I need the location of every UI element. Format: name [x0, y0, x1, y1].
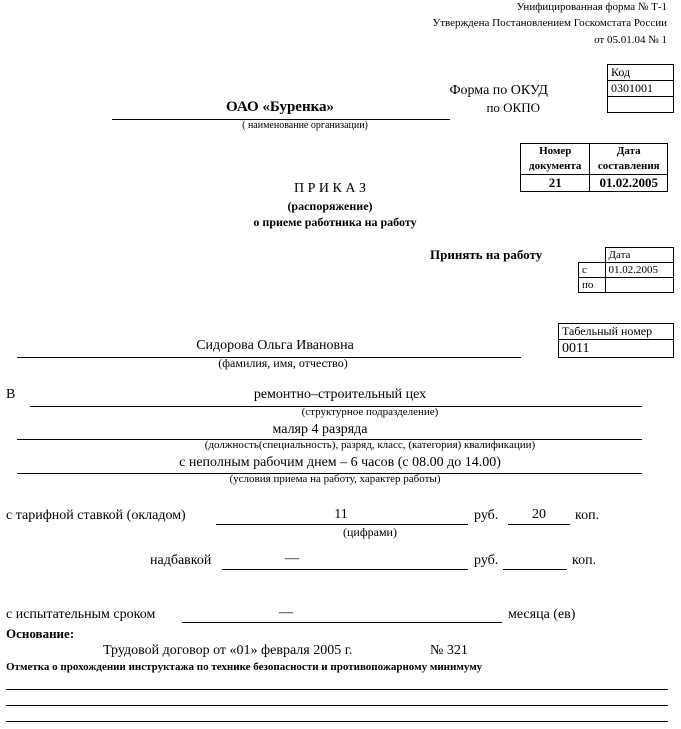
bonus-kop-label: коп.	[572, 553, 597, 568]
document-number: 21	[521, 175, 590, 192]
instruction-label: Отметка о прохождении инструктажа по технике безопасности и противопожарному минимуму	[6, 661, 483, 673]
hire-from-label: с	[579, 263, 606, 278]
bonus-kop-line	[503, 569, 567, 570]
number-header: Номер документа	[521, 144, 590, 175]
organization-caption: ( наименование организации)	[242, 120, 368, 131]
conditions-caption: (условия приема на работу, характер работы)	[229, 473, 441, 485]
organization-name: ОАО «Буренка»	[225, 99, 335, 115]
okpo-value	[608, 97, 674, 113]
probation-line	[182, 622, 502, 623]
probation-unit: месяца (ев)	[508, 607, 576, 622]
salary-kop-value: 20	[532, 507, 546, 522]
code-header: Код	[608, 65, 674, 81]
employee-caption: (фамилия, имя, отчество)	[218, 356, 348, 370]
order-subject: о приеме работника на работу	[253, 215, 417, 229]
basis-label: Основание:	[6, 626, 75, 641]
hire-from-date: 01.02.2005	[605, 263, 674, 278]
form-name: Унифицированная форма № Т-1	[516, 1, 667, 13]
probation-label: с испытательным сроком	[6, 607, 156, 622]
date-header: Дата составления	[590, 144, 668, 175]
okud-value: 0301001	[608, 81, 674, 97]
okpo-label: по ОКПО	[486, 100, 540, 115]
okud-label: Форма по ОКУД	[449, 83, 548, 98]
codes-table	[607, 64, 674, 113]
salary-kop-label: коп.	[575, 508, 600, 523]
salary-kop-line	[508, 524, 570, 525]
department-caption: (структурное подразделение)	[301, 406, 439, 418]
department-value: ремонтно–строительный цех	[253, 387, 427, 402]
salary-caption: (цифрами)	[343, 525, 397, 539]
position-caption: (должность(специальность), разряд, класс, (категория) квалификации)	[204, 439, 536, 451]
bonus-rub-line	[222, 569, 468, 570]
hire-to-label: по	[579, 278, 606, 293]
instruction-line-3	[6, 721, 668, 722]
hire-dates-table	[578, 247, 674, 293]
approved-by: Утверждена Постановлением Госкомстата России	[432, 17, 667, 29]
bonus-rub-label: руб.	[474, 553, 499, 568]
approved-date: от 05.01.04 № 1	[594, 34, 667, 46]
document-date: 01.02.2005	[590, 175, 668, 192]
salary-rub-value: 11	[334, 507, 348, 522]
tabel-header: Табельный номер	[559, 324, 674, 340]
basis-number: № 321	[430, 643, 468, 658]
probation-value: —	[279, 605, 293, 620]
hire-label: Принять на работу	[430, 247, 543, 262]
department-prefix: В	[6, 387, 16, 402]
employee-name: Сидорова Ольга Ивановна	[196, 338, 354, 353]
document-table	[520, 143, 668, 192]
tabel-table	[558, 323, 674, 358]
basis-contract: Трудовой договор от «01» февраля 2005 г.	[103, 643, 353, 658]
conditions-value: с неполным рабочим днем – 6 часов (с 08.00 до 14.00)	[179, 455, 501, 470]
order-subtitle: (распоряжение)	[287, 199, 373, 213]
salary-label: с тарифной ставкой (окладом)	[6, 508, 186, 523]
hire-to-date	[605, 278, 674, 293]
order-title: П Р И К А З	[294, 181, 366, 196]
instruction-line-1	[6, 689, 668, 690]
instruction-line-2	[6, 705, 668, 706]
position-value: маляр 4 разряда	[272, 422, 368, 437]
bonus-label: надбавкой	[150, 553, 212, 568]
bonus-rub-value: —	[285, 551, 299, 566]
hire-date-header: Дата	[605, 248, 674, 263]
tabel-value: 0011	[559, 340, 674, 358]
salary-rub-label: руб.	[474, 508, 499, 523]
